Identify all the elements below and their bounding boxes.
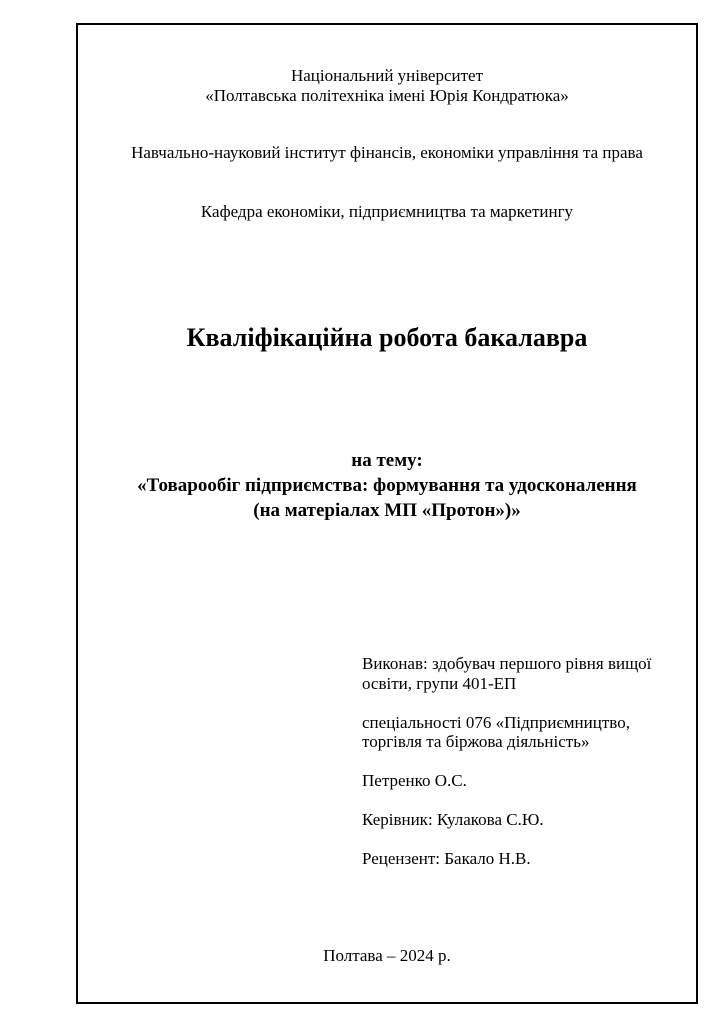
theme-label: на тему: — [351, 450, 423, 471]
supervisor-name: Керівник: Кулакова С.Ю. — [362, 810, 544, 829]
theme-line1: «Товарообіг підприємства: формування та удосконалення — [137, 475, 637, 496]
theme-section — [78, 448, 696, 523]
reviewer-name: Рецензент: Бакало Н.В. — [362, 849, 531, 868]
executor-line1: Виконав: здобувач першого рівня вищої — [362, 654, 652, 673]
specialty-line1: спеціальності 076 «Підприємництво, — [362, 712, 630, 732]
credentials-section — [362, 654, 692, 869]
university-name — [78, 66, 696, 106]
specialty-line2: торгівля та біржова діяльність» — [362, 732, 590, 751]
page-border-frame — [76, 23, 698, 1004]
department-name: Кафедра економіки, підприємництва та маркетингу — [200, 202, 574, 221]
work-title: Кваліфікаційна робота бакалавра — [186, 323, 588, 352]
theme-line2: (на матеріалах МП «Протон»)» — [253, 500, 521, 521]
city-year: Полтава – 2024 р. — [323, 946, 451, 965]
executor-line2: освіти, групи 401-ЕП — [362, 673, 517, 693]
student-name: Петренко О.С. — [362, 771, 467, 790]
university-name-line2: «Полтавська політехніка імені Юрія Кондратюка» — [205, 86, 569, 105]
institute-name: Навчально-науковий інститут фінансів, економіки управління та права — [131, 143, 643, 162]
university-name-line1: Національний університет — [290, 66, 484, 85]
